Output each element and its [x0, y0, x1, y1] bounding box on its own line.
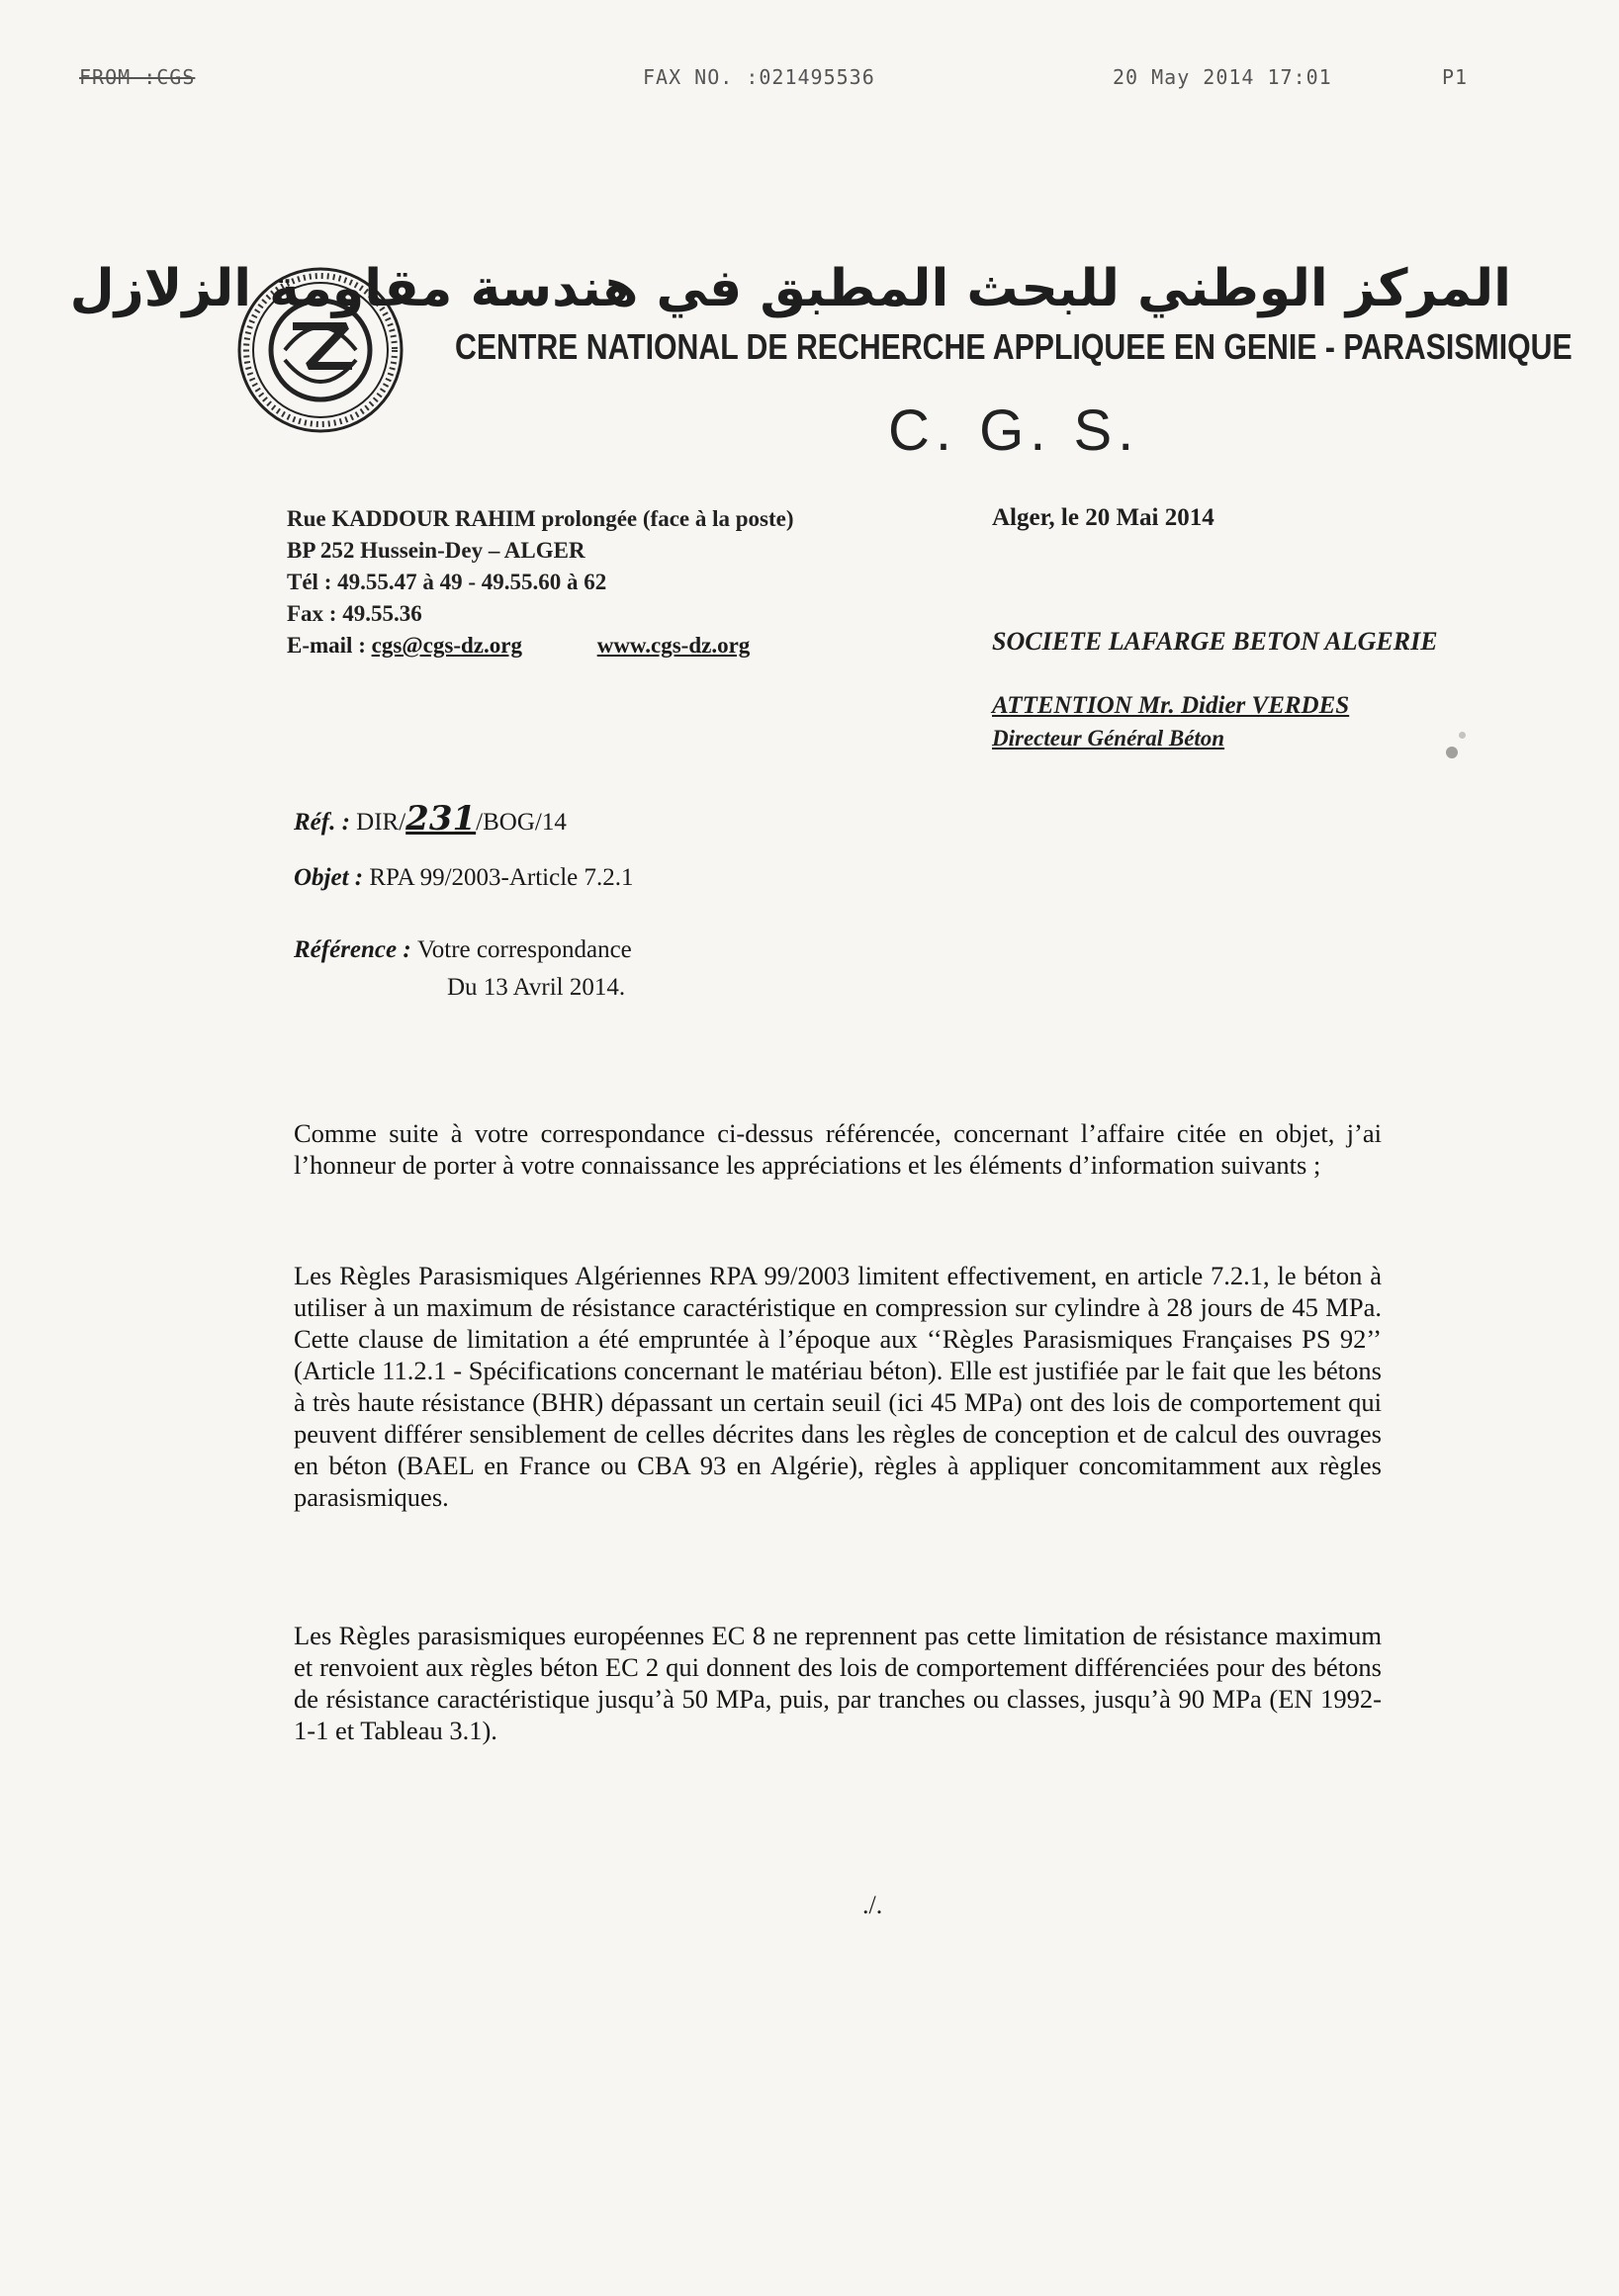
reference-number: Réf. : DIR/231/BOG/14	[294, 799, 567, 839]
continuation-mark: ./.	[862, 1891, 883, 1919]
email-label: E-mail :	[287, 633, 372, 658]
scan-speck	[1446, 747, 1458, 758]
recipient-title: Directeur Général Béton	[992, 726, 1225, 751]
address-fax: Fax : 49.55.36	[287, 601, 422, 626]
website-link[interactable]: www.cgs-dz.org	[596, 633, 751, 658]
reference-line: Référence : Votre correspondance	[294, 936, 632, 963]
address-email-row	[287, 633, 750, 659]
body-paragraph-3: Les Règles parasismiques européennes EC 8 ne reprennent pas cette limitation de résistance maximum et renvoient aux règles béton EC 2 qui donnent des lois de comportement différenciées pour des bétons de résistance caractéristique jusqu’à 50 MPa, puis, par tranches ou classes, jusqu’à 90 MPa (EN 1992-1-1 et Tableau 3.1).	[294, 1621, 1382, 1745]
recipient-company: SOCIETE LAFARGE BETON ALGERIE	[992, 627, 1438, 656]
body-paragraph-1: Comme suite à votre correspondance ci-dessus référencée, concernant l’affaire citée en objet, j’ai l’honneur de porter à votre connaissance les appréciations et les éléments d’information suivants ;	[294, 1118, 1382, 1180]
address-street: Rue KADDOUR RAHIM prolongée (face à la poste)	[287, 506, 794, 531]
letterhead-arabic-name: المركز الوطني للبحث المطبق في هندسة مقاومة الزلازل	[69, 259, 1511, 318]
address-postbox: BP 252 Hussein-Dey – ALGER	[287, 538, 585, 563]
handwritten-ref-number: 231	[405, 799, 477, 839]
recipient-attention: ATTENTION Mr. Didier VERDES	[992, 692, 1350, 719]
place-date: Alger, le 20 Mai 2014	[992, 504, 1214, 531]
scan-speck	[1459, 732, 1466, 739]
letterhead-french-name: CENTRE NATIONAL DE RECHERCHE APPLIQUEE EN GENIE - PARASISMIQUE	[455, 326, 1573, 367]
address-phone: Tél : 49.55.47 à 49 - 49.55.60 à 62	[287, 570, 607, 594]
fax-number: FAX NO. :021495536	[643, 65, 875, 89]
reference-date: Du 13 Avril 2014.	[447, 974, 626, 1001]
letterhead-acronym: C. G. S.	[888, 398, 1140, 463]
object-line: Objet : RPA 99/2003-Article 7.2.1	[294, 864, 634, 891]
email-link[interactable]: cgs@cgs-dz.org	[371, 633, 522, 658]
fax-datetime: 20 May 2014 17:01	[1113, 65, 1332, 89]
body-paragraph-2: Les Règles Parasismiques Algériennes RPA 99/2003 limitent effectivement, en article 7.2.1, le béton à utiliser à un maximum de résistance caractéristique en compression sur cylindre à 28 jours de 45 MPa. Cette clause de limitation a été empruntée à l’époque aux ‘‘Règles Parasismiques Françaises PS 92’’ (Article 11.2.1 - Spécifications concernant le matériau béton). Elle est justifiée par le fait que les bétons à très haute résistance (BHR) dépassant un certain seuil (ici 45 MPa) ont des lois de comportement qui peuvent différer sensiblement de celles décrites dans les règles de conception et de calcul des ouvrages en béton (BAEL en France ou CBA 93 en Algérie), règles à appliquer concomitamment aux règles parasismiques.	[294, 1261, 1382, 1512]
fax-page-number: P1	[1442, 65, 1469, 89]
fax-from: FROM :CGS	[79, 65, 196, 89]
